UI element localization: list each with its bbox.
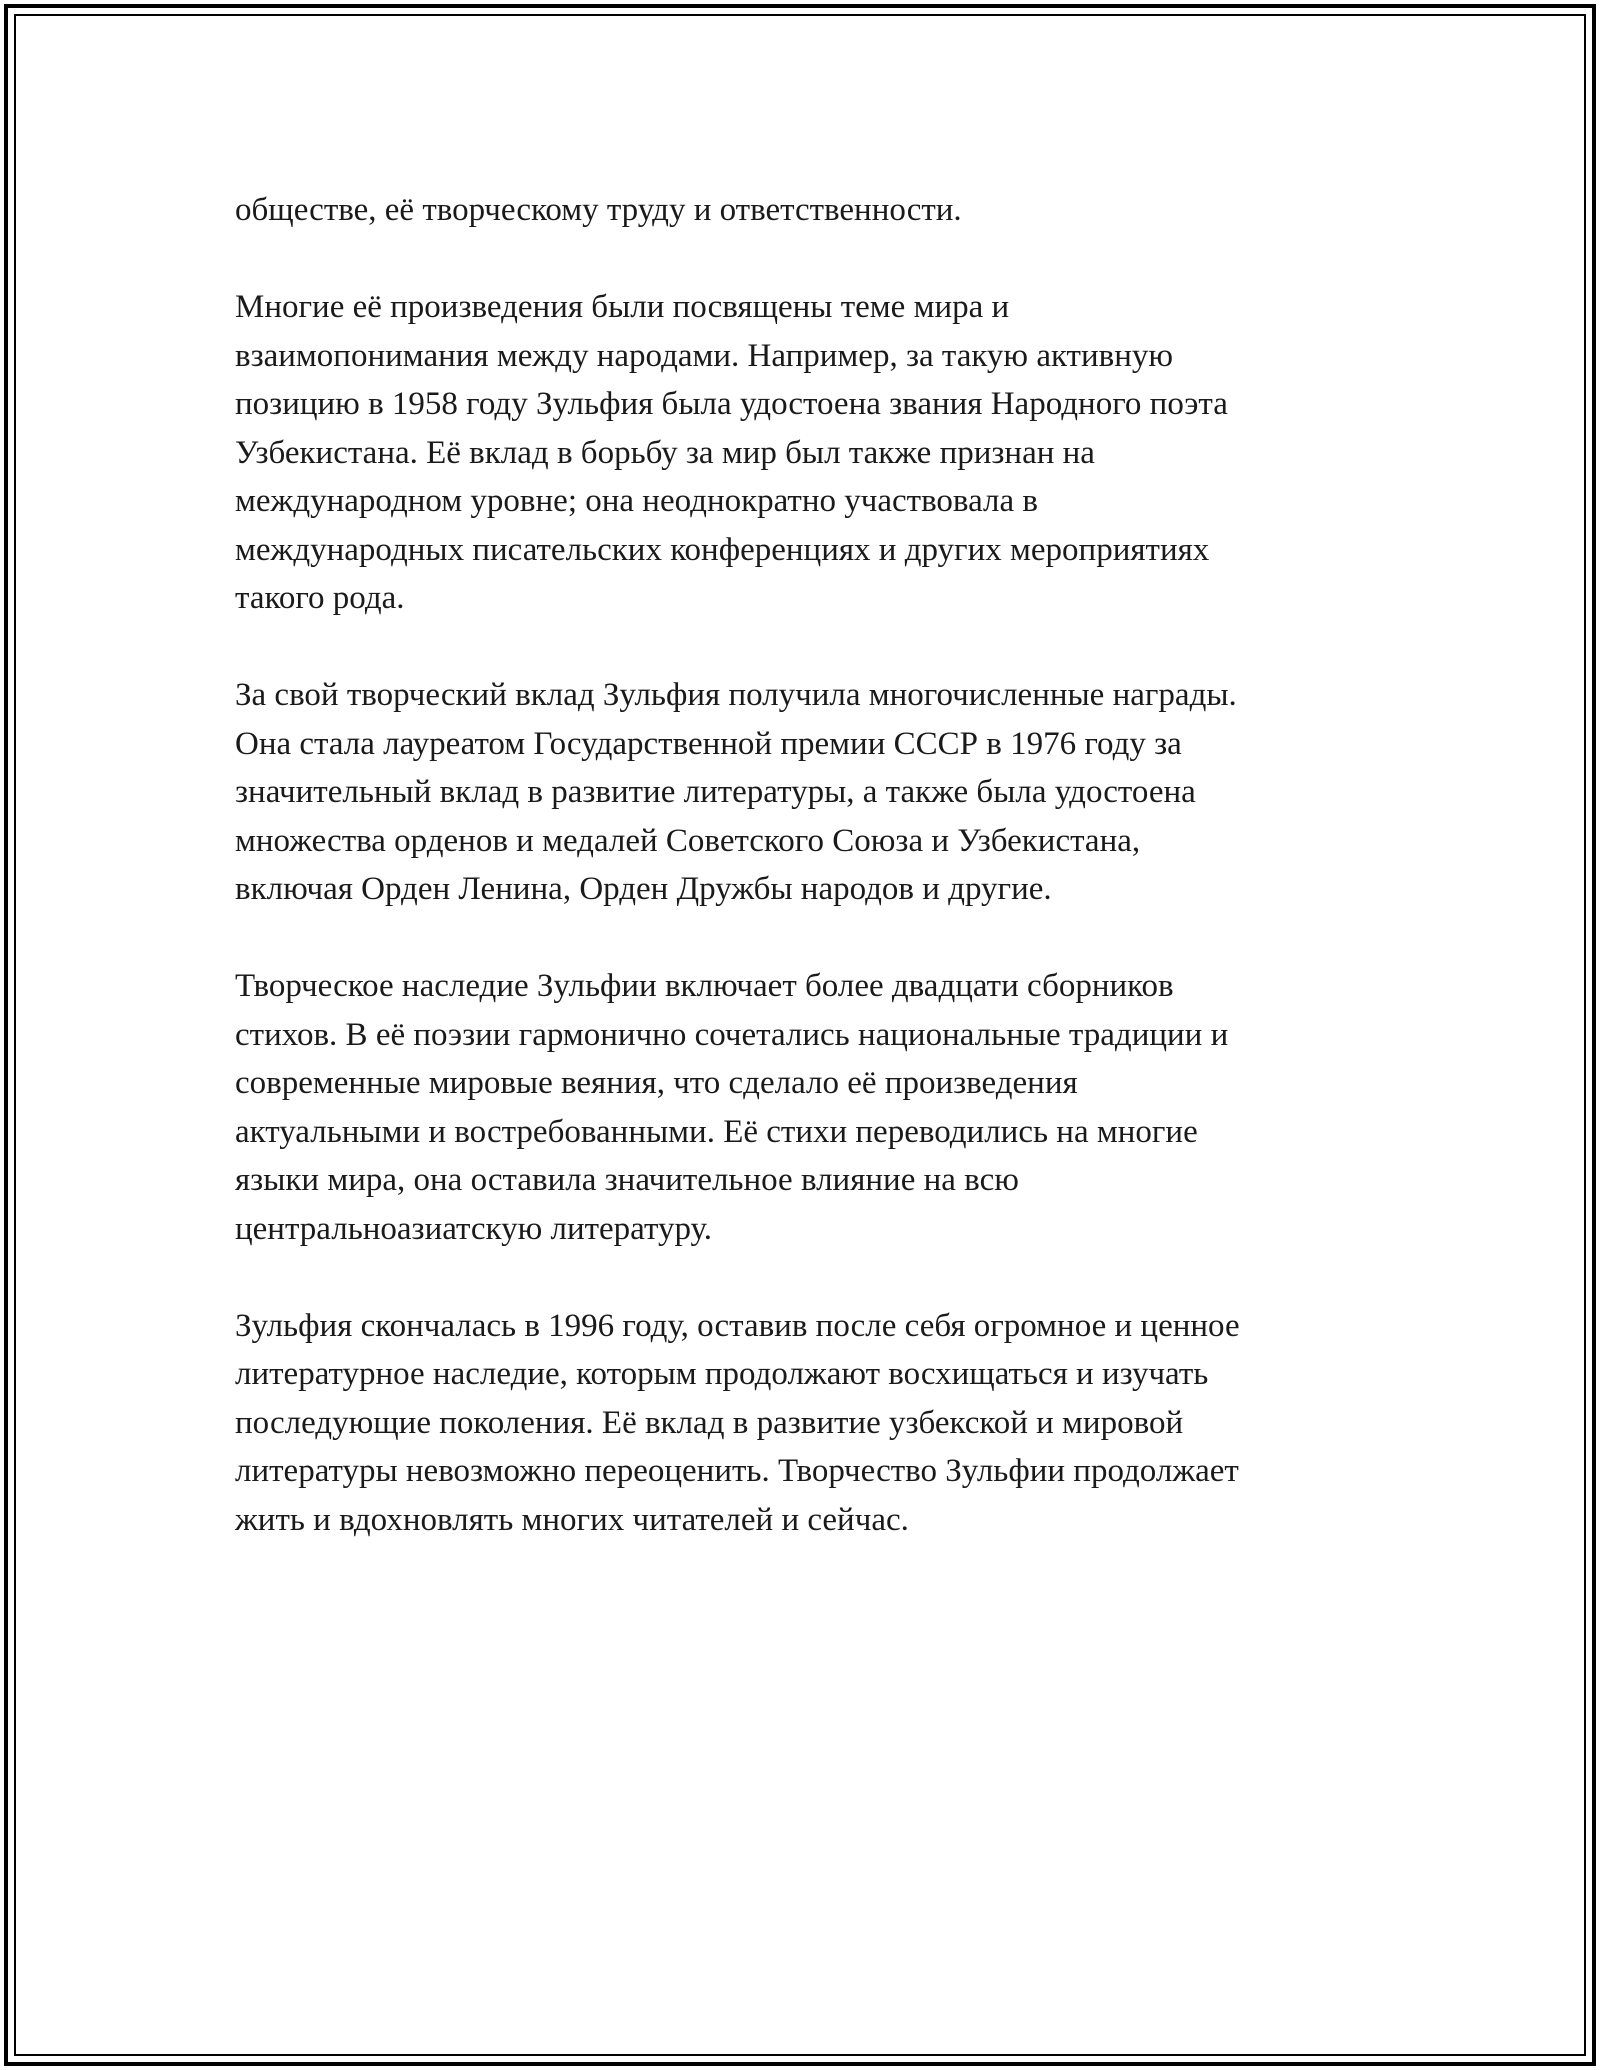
text-line: литературы невозможно переоценить. Творчество Зульфии продолжает — [235, 1453, 1239, 1489]
text-line: Она стала лауреатом Государственной премии СССР в 1976 году за — [235, 725, 1182, 762]
text-line: значительный вклад в развитие литературы, а также была удостоена — [235, 774, 1196, 810]
paragraph — [235, 283, 1395, 623]
text-line: За свой творческий вклад Зульфия получила многочисленные награды. — [235, 677, 1237, 713]
paragraph — [235, 671, 1395, 914]
text-line: международных писательских конференциях и других мероприятиях — [235, 531, 1210, 568]
paragraph — [235, 186, 1395, 235]
text-line: стихов. В её поэзии гармонично сочетались национальные традиции и — [235, 1016, 1229, 1053]
text-line: Многие её произведения были посвящены теме мира и — [235, 289, 1010, 325]
text-line: международном уровне; она неоднократно участвовала в — [235, 483, 1038, 519]
text-line: обществе, её творческому труду и ответственности. — [235, 192, 962, 228]
paragraph — [235, 962, 1395, 1253]
paragraph — [235, 1302, 1395, 1545]
text-line: включая Орден Ленина, Орден Дружбы народов и другие. — [235, 871, 1052, 907]
text-line: позицию в 1958 году Зульфия была удостоена звания Народного поэта — [235, 386, 1228, 422]
text-line: такого рода. — [235, 580, 405, 616]
text-line: Зульфия скончалась в 1996 году, оставив после себя огромное и ценное — [235, 1307, 1240, 1344]
text-line: последующие поколения. Её вклад в развитие узбекской и мировой — [235, 1404, 1184, 1441]
text-line: центральноазиатскую литературу. — [235, 1210, 712, 1247]
text-line: жить и вдохновлять многих читателей и сейчас. — [235, 1501, 909, 1538]
text-line: языки мира, она оставила значительное влияние на всю — [235, 1162, 1019, 1198]
text-line: Узбекистана. Её вклад в борьбу за мир был также признан на — [235, 434, 1095, 471]
text-line: множества орденов и медалей Советского Союза и Узбекистана, — [235, 822, 1141, 859]
document-body — [235, 186, 1395, 1593]
text-line: актуальными и востребованными. Её стихи переводились на многие — [235, 1113, 1198, 1150]
text-line: литературное наследие, которым продолжают восхищаться и изучать — [235, 1356, 1209, 1392]
text-line: современные мировые веяния, что сделало её произведения — [235, 1065, 1078, 1101]
text-line: Творческое наследие Зульфии включает более двадцати сборников — [235, 968, 1174, 1004]
text-line: взаимопонимания между народами. Например, за такую активную — [235, 337, 1174, 374]
